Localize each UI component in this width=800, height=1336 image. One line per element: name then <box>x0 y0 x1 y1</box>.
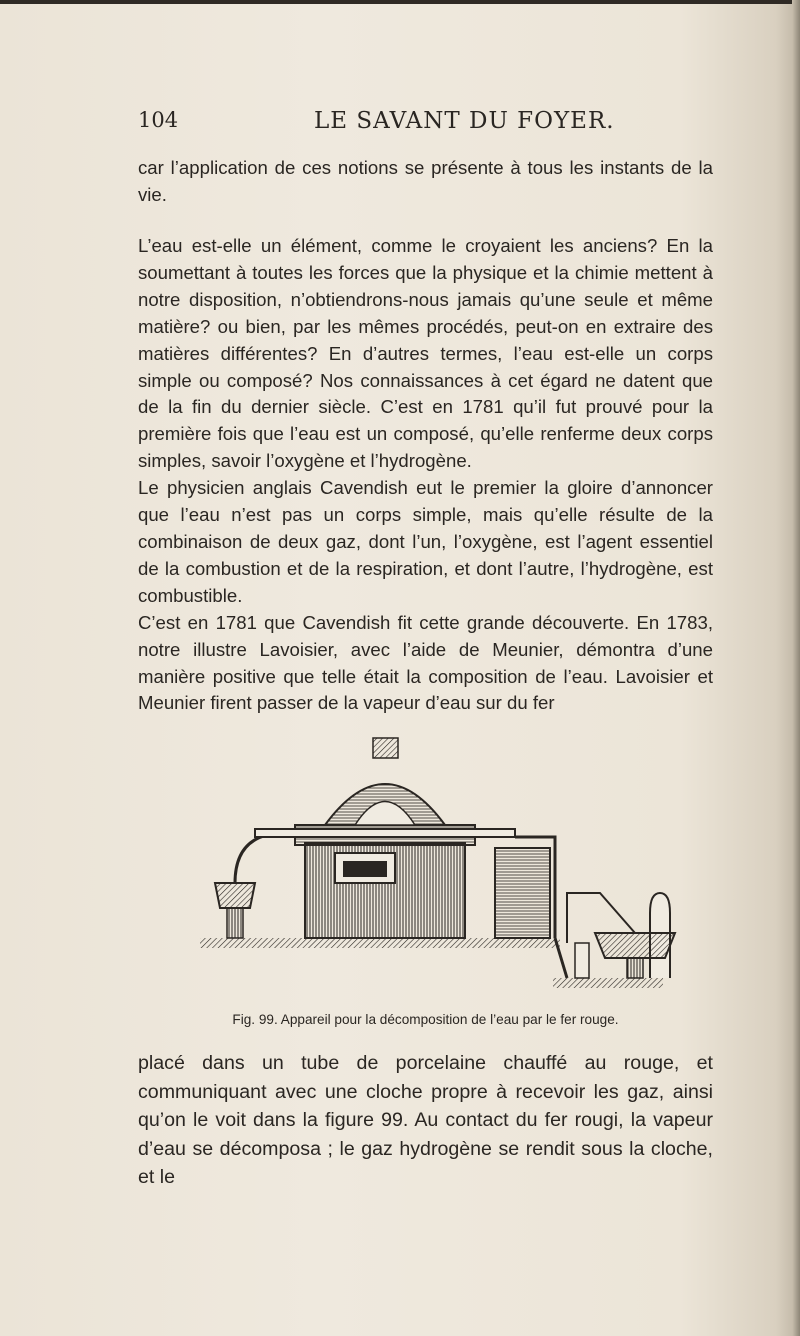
running-header <box>138 108 698 140</box>
apparatus-engraving <box>195 733 680 1013</box>
text-block-after-figure <box>138 1049 713 1192</box>
page-number: 104 <box>138 108 179 132</box>
figure-apparatus-illustration <box>195 733 680 1013</box>
paragraph: placé dans un tube de porcelaine chauffé au rouge, et communiquant avec une cloche propre à recevoir les gaz, ainsi qu’on le voit dans la figure 99. Au contact du fer rougi, la vapeur d’eau se décomposa ; le gaz hydrogène se rendit sous la cloche, et le <box>138 1052 713 1189</box>
running-head-title: LE SAVANT DU FOYER. <box>314 108 615 134</box>
paragraph: car l’application de ces notions se présente à tous les instants de la vie. <box>138 157 713 205</box>
text-block-main <box>138 233 713 717</box>
figure-caption: Fig. 99. Appareil pour la décomposition de l’eau par le fer rouge. <box>232 1012 619 1027</box>
page-top-edge <box>0 0 800 4</box>
text-block-intro <box>138 155 713 209</box>
page-spine-edge <box>792 0 800 1336</box>
paragraph: C’est en 1781 que Cavendish fit cette grande découverte. En 1783, notre illustre Lavoisier, avec l’aide de Meunier, démontra d’une manière positive que telle était la composition de l’eau. Lavoisier et Meunier firent passer de la vapeur d’eau sur du fer <box>138 611 713 714</box>
paragraph: Le physicien anglais Cavendish eut le premier la gloire d’annoncer que l’eau n’est pas un corps simple, mais qu’elle résulte de la combinaison de deux gaz, dont l’un, l’oxygène, est l’agent essentiel de la combustion et de la respiration, et dont l’autre, l’hydrogène, est combustible. <box>138 477 713 606</box>
paragraph: L’eau est-elle un élément, comme le croyaient les anciens? En la soumettant à toutes les forces que la physique et la chimie mettent à notre disposition, n’obtiendrons-nous jamais qu’une seule et même matière? ou bien, par les mêmes procédés, peut-on en extraire des matières différentes? En d’autres termes, l’eau est-elle un corps simple ou composé? Nos connaissances à cet égard ne datent que de la fin du dernier siècle. C’est en 1781 qu’il fut prouvé pour la première fois que l’eau est un composé, qu’elle renferme deux corps simples, savoir l’oxygène et l’hydrogène. <box>138 235 713 472</box>
